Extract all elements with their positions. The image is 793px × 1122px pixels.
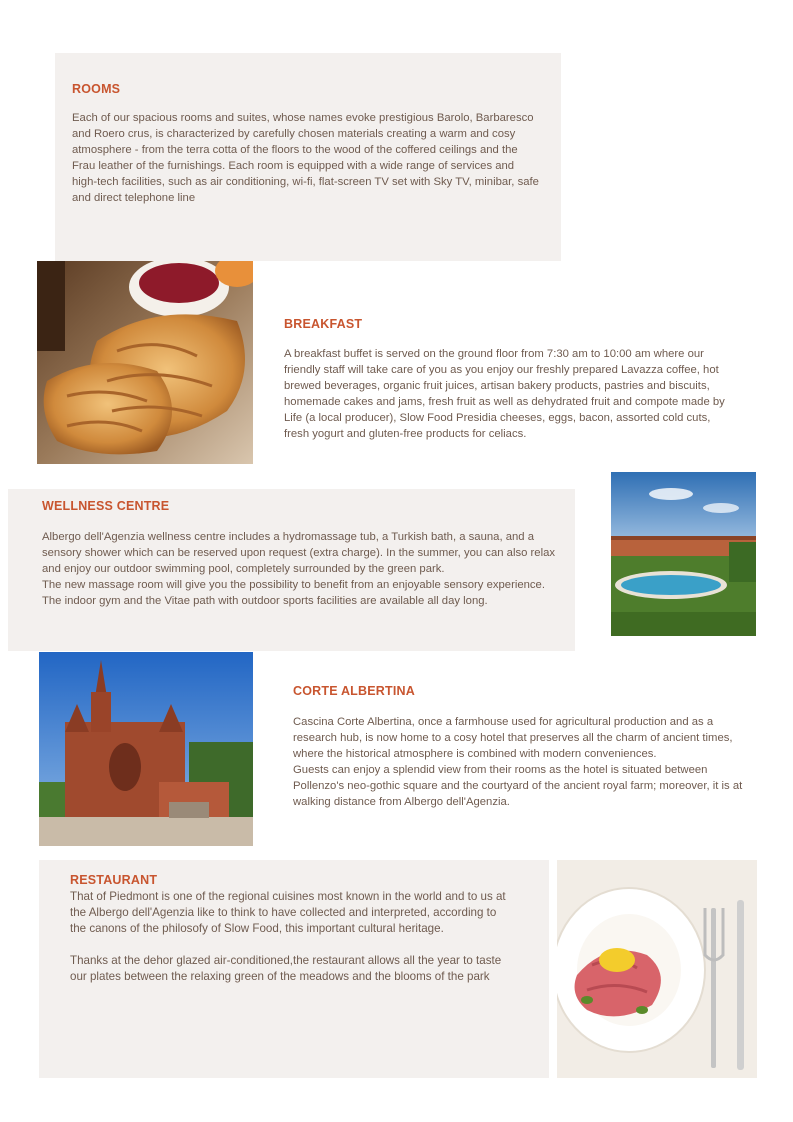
corte-albertina-text [293,714,743,811]
rooms-text: Each of our spacious rooms and suites, whose names evoke prestigious Barolo, Barbaresco and Roero crus, is characterized by carefully chosen materials creating a warm and cosy atmosphere - from the terra cotta of the floors to the wood of the coffered ceilings and the Frau leather of the furnishings. Each room is equipped with a wide range of services and high-tech facilities, such as air conditioning, wi-fi, flat-screen TV set with Sky TV, minibar, safe and direct telephone line [72,112,539,205]
breakfast-photo [37,261,253,464]
restaurant-photo [557,860,757,1078]
wellness-paragraph-3: The indoor gym and the Vitae path with outdoor sports facilities are available all day long. [42,595,488,608]
breakfast-title: BREAKFAST [284,317,363,331]
wellness-title: WELLNESS CENTRE [42,499,170,513]
rooms-title: ROOMS [72,82,121,96]
restaurant-title: RESTAURANT [70,873,158,887]
corte-albertina-photo [39,652,253,846]
wellness-paragraph-2: The new massage room will give you the possibility to benefit from an enjoyable sensory experience. [42,579,545,592]
corte-albertina-paragraph-1: Cascina Corte Albertina, once a farmhouse used for agricultural production and as a research hub, is now home to a cosy hotel that preserves all the charm of ancient times, where the historical atmosphere is combined with modern conveniences. [293,716,733,761]
restaurant-paragraph-2: Thanks at the dehor glazed air-conditioned,the restaurant allows all the year to taste our plates between the relaxing green of the meadows and the blooms of the park [70,954,502,984]
breakfast-text: A breakfast buffet is served on the ground floor from 7:30 am to 10:00 am where our friendly staff will take care of you as you enjoy our freshly prepared Lavazza coffee, hot brewed beverages, organic fruit juices, artisan bakery products, pastries and biscuits, homemade cakes and jams, fresh fruit as well as dehydrated fruit and compote made by Life (a local producer), Slow Food Presidia cheeses, eggs, bacon, assorted cold cuts, fresh yogurt and gluten-free products for celiacs. [284,348,725,441]
restaurant-paragraph-1: That of Piedmont is one of the regional cuisines most known in the world and to us at the Albergo dell'Agenzia like to think to have collected and interpreted, according to the canons of the philosofy of Slow Food, this important cultural heritage. [70,890,506,936]
corte-albertina-paragraph-2: Guests can enjoy a splendid view from their rooms as the hotel is situated between Pollenzo's neo-gothic square and the courtyard of the ancient royal farm; moreover, it is at walking distance from Albergo dell'Agenzia. [293,764,743,809]
wellness-paragraph-1: Albergo dell'Agenzia wellness centre includes a hydromassage tub, a Turkish bath, a sauna, and a sensory shower which can be reserved upon request (extra charge). In the summer, you can also relax and enjoy our outdoor swimming pool, completely surrounded by the green park. [42,531,556,576]
wellness-text [42,529,576,609]
wellness-photo [611,472,756,636]
corte-albertina-title: CORTE ALBERTINA [293,684,415,698]
restaurant-text [70,889,510,985]
